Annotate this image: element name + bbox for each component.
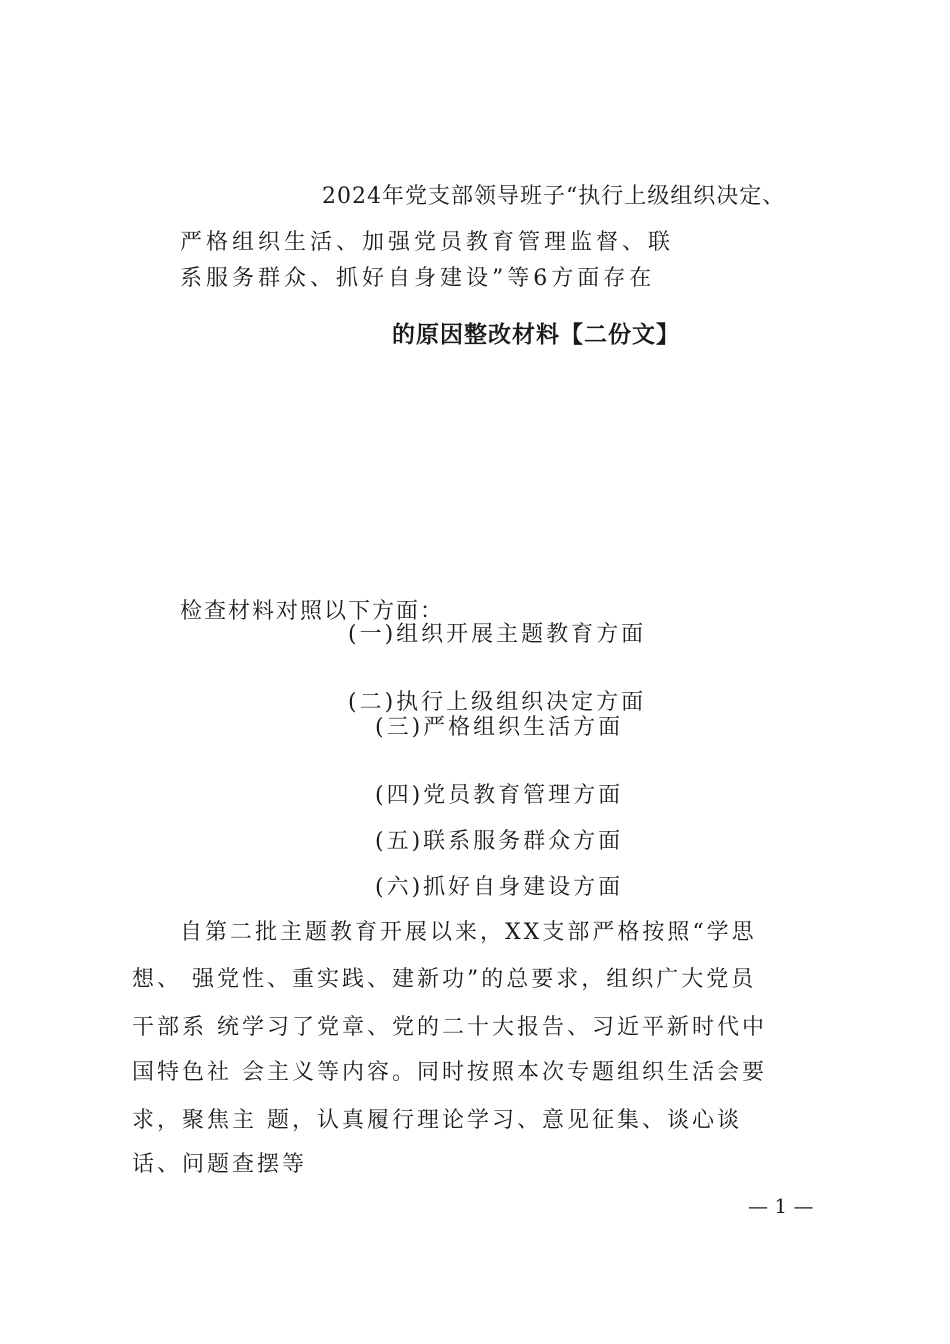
body-line-5: 求，聚焦主 题，认真履行理论学习、意见征集、谈心谈	[132, 1108, 742, 1133]
page-number: — 1 —	[748, 1194, 814, 1218]
aspect-item-2: (二)执行上级组织决定方面	[348, 690, 647, 715]
body-line-6: 话、问题查摆等	[132, 1152, 308, 1177]
body-line-1: 自第二批主题教育开展以来，XX支部严格按照“学思	[180, 920, 757, 945]
body-line-3: 干部系 统学习了党章、党的二十大报告、习近平新时代中	[132, 1015, 767, 1040]
title-line-1: 2024年党支部领导班子“执行上级组织决定、	[322, 184, 786, 209]
aspect-item-6: (六)抓好自身建设方面	[375, 875, 624, 900]
title-line-3: 系服务群众、抓好自身建设”等6方面存在	[180, 266, 656, 291]
aspect-item-1: (一)组织开展主题教育方面	[348, 622, 647, 647]
intro-text: 检查材料对照以下方面：	[180, 599, 445, 624]
body-line-2: 想、 强党性、重实践、建新功”的总要求，组织广大党员	[132, 967, 757, 992]
aspect-item-3: (三)严格组织生活方面	[375, 715, 624, 740]
body-line-4: 国特色社 会主义等内容。同时按照本次专题组织生活会要	[132, 1060, 767, 1085]
title-line-4: 的原因整改材料【二份文】	[392, 321, 680, 348]
aspect-item-4: (四)党员教育管理方面	[375, 783, 624, 808]
aspect-item-5: (五)联系服务群众方面	[375, 829, 624, 854]
title-line-2: 严格组织生活、加强党员教育管理监督、联	[180, 230, 675, 255]
